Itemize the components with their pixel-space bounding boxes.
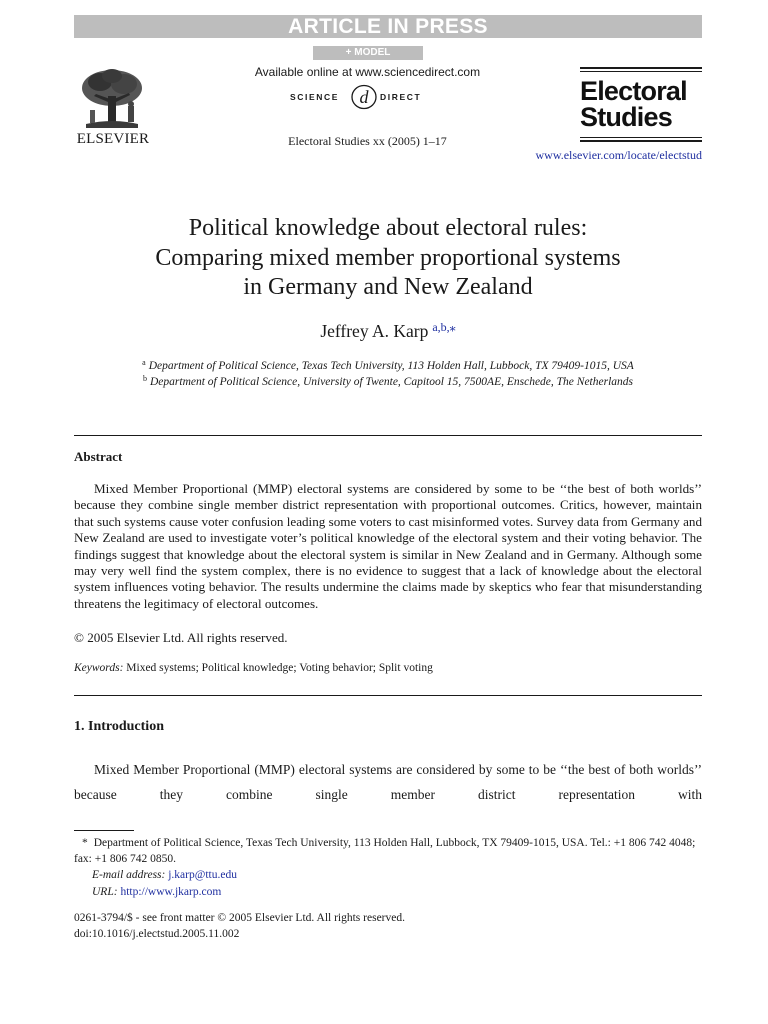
- available-online-note: Available online at www.sciencedirect.com: [254, 65, 481, 79]
- author-name: Jeffrey A. Karp: [320, 321, 429, 341]
- journal-url-link[interactable]: www.elsevier.com/locate/electstud: [535, 148, 702, 162]
- affiliation-mark: a: [142, 358, 146, 367]
- email-label: E-mail address:: [92, 869, 166, 882]
- abstract-heading: Abstract: [74, 449, 123, 464]
- sciencedirect-logo-right: DIRECT: [380, 92, 422, 102]
- affiliation-text: Department of Political Science, University of Twente, Capitool 15, 7500AE, Enschede, The Netherlands: [149, 376, 634, 388]
- article-title: [74, 214, 702, 303]
- author-footnote: [74, 835, 702, 900]
- keywords-list: Mixed systems; Political knowledge; Voting behavior; Split voting: [126, 662, 433, 674]
- masthead-rule: [580, 71, 702, 72]
- abstract-top-rule: [74, 435, 702, 436]
- masthead-line-1: Electoral: [580, 76, 687, 106]
- affiliation-b: [74, 374, 702, 388]
- title-line: Political knowledge about electoral rules:: [188, 215, 588, 241]
- abstract-copyright: © 2005 Elsevier Ltd. All rights reserved.: [74, 630, 288, 645]
- doi-line[interactable]: doi:10.1016/j.electstud.2005.11.002: [74, 928, 240, 940]
- abstract-body: Mixed Member Proportional (MMP) electoral systems are considered by some to be ‘‘the best of both worlds’’ because they combine single member district representation with proportional outcomes. Critics, however, maintain that such systems cause voter confusion leading some voters to cast misinformed votes. Survey data from Germany and New Zealand are used to investigate voter’s political knowledge of the electoral system and their voting behavior. The findings suggest that knowledge about the electoral system is similar in New Zealand and in Germany. Although some may very well find the system complex, there is no evidence to suggest that a lack of knowledge about the electoral system influences voting behavior. The results undermine the claims made by skeptics who fear that misunderstanding threatens the legitimacy of electoral outcomes.: [74, 481, 702, 611]
- section-heading-introduction: 1. Introduction: [74, 719, 164, 734]
- sciencedirect-logo-left: SCIENCE: [290, 92, 339, 102]
- introduction-body: Mixed Member Proportional (MMP) electoral systems are considered by some to be ‘‘the best of both worlds’’ because they combine single member district representation with: [74, 762, 702, 802]
- model-badge: + MODEL: [313, 46, 423, 60]
- keywords-label: Keywords:: [74, 662, 124, 674]
- affiliation-a: [74, 358, 702, 372]
- article-in-press-banner: ARTICLE IN PRESS: [74, 15, 702, 38]
- sciencedirect-d-icon: [350, 84, 378, 110]
- footnote-rule: [74, 830, 134, 831]
- email-link[interactable]: j.karp@ttu.edu: [168, 869, 237, 882]
- issn-line: 0261-3794/$ - see front matter © 2005 Elsevier Ltd. All rights reserved.: [74, 912, 405, 924]
- affiliation-text: Department of Political Science, Texas Tech University, 113 Holden Hall, Lubbock, TX 79409-1015, USA: [148, 360, 634, 372]
- footnote-address-text: Department of Political Science, Texas Tech University, 113 Holden Hall, Lubbock, TX 79409-1015, USA. Tel.: +1 806 742 4048; fax: +1 806 742 0850.: [74, 837, 696, 866]
- footnote-star: *: [82, 837, 88, 849]
- homepage-link[interactable]: http://www.jkarp.com: [120, 885, 222, 898]
- affiliation-mark: b: [142, 374, 147, 383]
- title-line: in Germany and New Zealand: [243, 274, 533, 300]
- url-label: URL:: [92, 885, 118, 898]
- footnote-email: [74, 867, 702, 883]
- masthead-rule: [580, 67, 702, 69]
- footnote-address: [74, 835, 702, 867]
- author-affiliation-marks[interactable]: a,b,⁎: [432, 320, 456, 334]
- abstract-bottom-rule: [74, 695, 702, 696]
- elsevier-wordmark: ELSEVIER: [76, 131, 150, 147]
- keywords-line: [74, 662, 433, 674]
- sciencedirect-logo: [268, 84, 468, 110]
- author-line: [74, 320, 702, 342]
- elsevier-tree-logo-icon: [72, 66, 152, 132]
- journal-reference: Electoral Studies xx (2005) 1–17: [288, 134, 447, 148]
- sciencedirect-d-letter: d: [359, 87, 369, 107]
- masthead-line-2: Studies: [580, 102, 672, 132]
- title-line: Comparing mixed member proportional systems: [155, 244, 621, 271]
- masthead-rule: [580, 137, 702, 138]
- footnote-url: [74, 884, 702, 900]
- masthead-rule: [580, 140, 702, 142]
- journal-masthead-title: [580, 78, 710, 130]
